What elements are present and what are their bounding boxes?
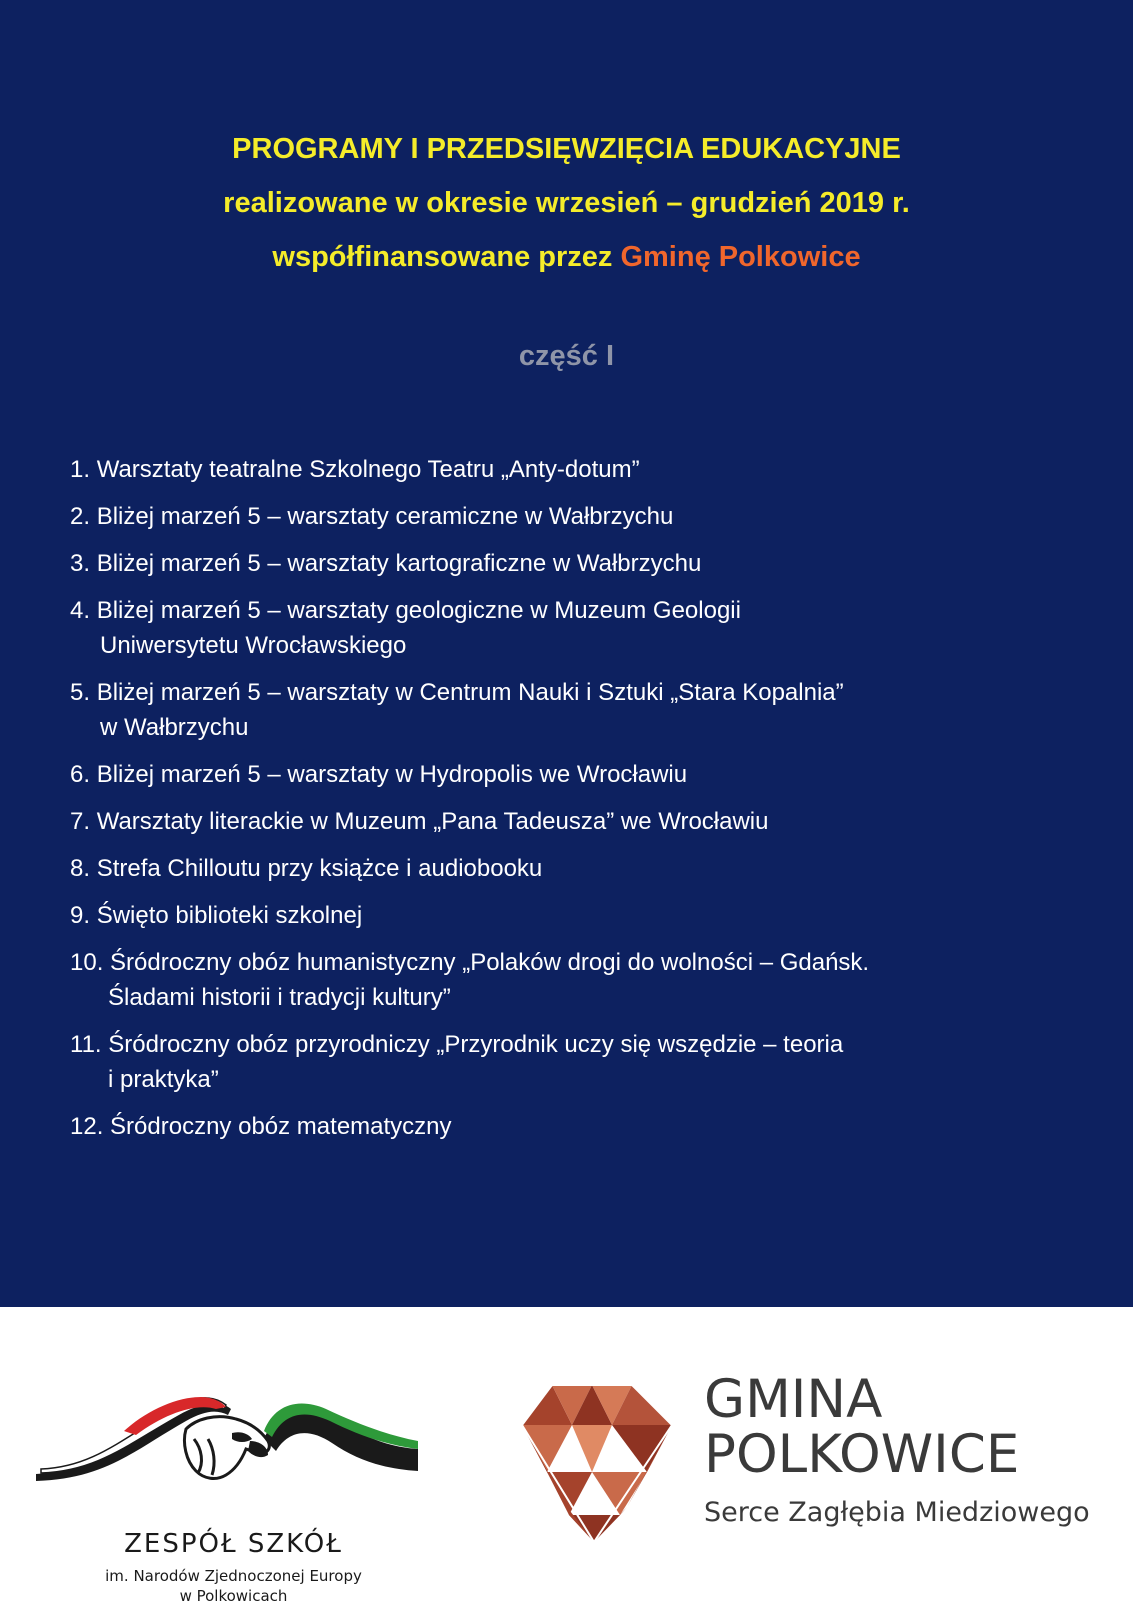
list-item-text: Śródroczny obóz humanistyczny „Polaków drogi do wolności – Gdańsk. bbox=[110, 949, 870, 976]
list-item-text: Warsztaty literackie w Muzeum „Pana Tadeusza” we Wrocławiu bbox=[96, 808, 769, 835]
list-item-number: 6. bbox=[70, 761, 91, 788]
list-item-number: 9. bbox=[70, 902, 91, 929]
title-line-3-prefix: współfinansowane przez bbox=[272, 241, 613, 273]
school-logo bbox=[36, 1379, 431, 1602]
gmina-tagline: Serce Zagłębia Miedziowego bbox=[704, 1497, 1090, 1528]
list-item-number: 12. bbox=[70, 1113, 104, 1140]
list-item-text: Strefa Chilloutu przy książce i audiobooku bbox=[96, 855, 543, 882]
list-item bbox=[70, 898, 1070, 933]
list-item bbox=[70, 1027, 1070, 1097]
school-emblem-icon bbox=[36, 1379, 431, 1509]
list-item-number: 5. bbox=[70, 679, 91, 706]
list-item-text: Bliżej marzeń 5 – warsztaty w Centrum Nauki i Sztuki „Stara Kopalnia” bbox=[96, 679, 844, 706]
list-item-continuation: Uniwersytetu Wrocławskiego bbox=[100, 632, 407, 659]
title-line-3 bbox=[0, 230, 1133, 284]
list-item-text: Śródroczny obóz przyrodniczy „Przyrodnik uczy się wszędzie – teoria bbox=[108, 1031, 844, 1058]
list-item bbox=[70, 675, 1070, 745]
list-item bbox=[70, 804, 1070, 839]
list-item-number: 3. bbox=[70, 550, 91, 577]
list-item bbox=[70, 546, 1070, 581]
title-line-2: realizowane w okresie wrzesień – grudzień 2019 r. bbox=[223, 187, 910, 219]
part-label: część I bbox=[518, 340, 615, 372]
list-item-continuation: Śladami historii i tradycji kultury” bbox=[108, 984, 451, 1011]
list-item bbox=[70, 593, 1070, 663]
list-item-text: Bliżej marzeń 5 – warsztaty geologiczne w Muzeum Geologii bbox=[96, 597, 741, 624]
gmina-heart-icon bbox=[512, 1377, 682, 1547]
list-item-continuation: i praktyka” bbox=[108, 1066, 219, 1093]
list-item-number: 8. bbox=[70, 855, 91, 882]
school-name: ZESPÓŁ SZKÓŁ bbox=[124, 1529, 343, 1559]
footer bbox=[0, 1307, 1133, 1602]
list-item-number: 7. bbox=[70, 808, 91, 835]
page-title bbox=[0, 122, 1133, 284]
list-item bbox=[70, 945, 1070, 1015]
list-item-text: Warsztaty teatralne Szkolnego Teatru „Anty-dotum” bbox=[96, 456, 640, 483]
list-item-text: Bliżej marzeń 5 – warsztaty ceramiczne w Wałbrzychu bbox=[96, 503, 674, 530]
list-item bbox=[70, 851, 1070, 886]
list-item bbox=[70, 1109, 1070, 1144]
list-item-number: 10. bbox=[70, 949, 104, 976]
gmina-name bbox=[704, 1369, 1020, 1485]
list-item bbox=[70, 499, 1070, 534]
school-city: w Polkowicach bbox=[179, 1587, 288, 1602]
list-item-number: 1. bbox=[70, 456, 91, 483]
gmina-name-line-2: POLKOWICE bbox=[704, 1424, 1020, 1485]
list-item-number: 11. bbox=[70, 1031, 102, 1058]
title-line-1: PROGRAMY I PRZEDSIĘWZIĘCIA EDUKACYJNE bbox=[232, 133, 901, 165]
list-item-text: Bliżej marzeń 5 – warsztaty kartograficzne w Wałbrzychu bbox=[96, 550, 702, 577]
list-item bbox=[70, 452, 1070, 487]
title-line-3-accent: Gminę Polkowice bbox=[620, 241, 861, 273]
school-subtitle: im. Narodów Zjednoczonej Europy bbox=[105, 1567, 362, 1585]
list-item-continuation: w Wałbrzychu bbox=[100, 714, 249, 741]
list-item-number: 4. bbox=[70, 597, 91, 624]
list-item-text: Bliżej marzeń 5 – warsztaty w Hydropolis we Wrocławiu bbox=[96, 761, 688, 788]
list-item-number: 2. bbox=[70, 503, 91, 530]
list-item-text: Śródroczny obóz matematyczny bbox=[110, 1113, 452, 1140]
program-list bbox=[70, 452, 1070, 1156]
list-item bbox=[70, 757, 1070, 792]
gmina-name-line-1: GMINA bbox=[704, 1369, 883, 1430]
list-item-text: Święto biblioteki szkolnej bbox=[96, 902, 363, 929]
